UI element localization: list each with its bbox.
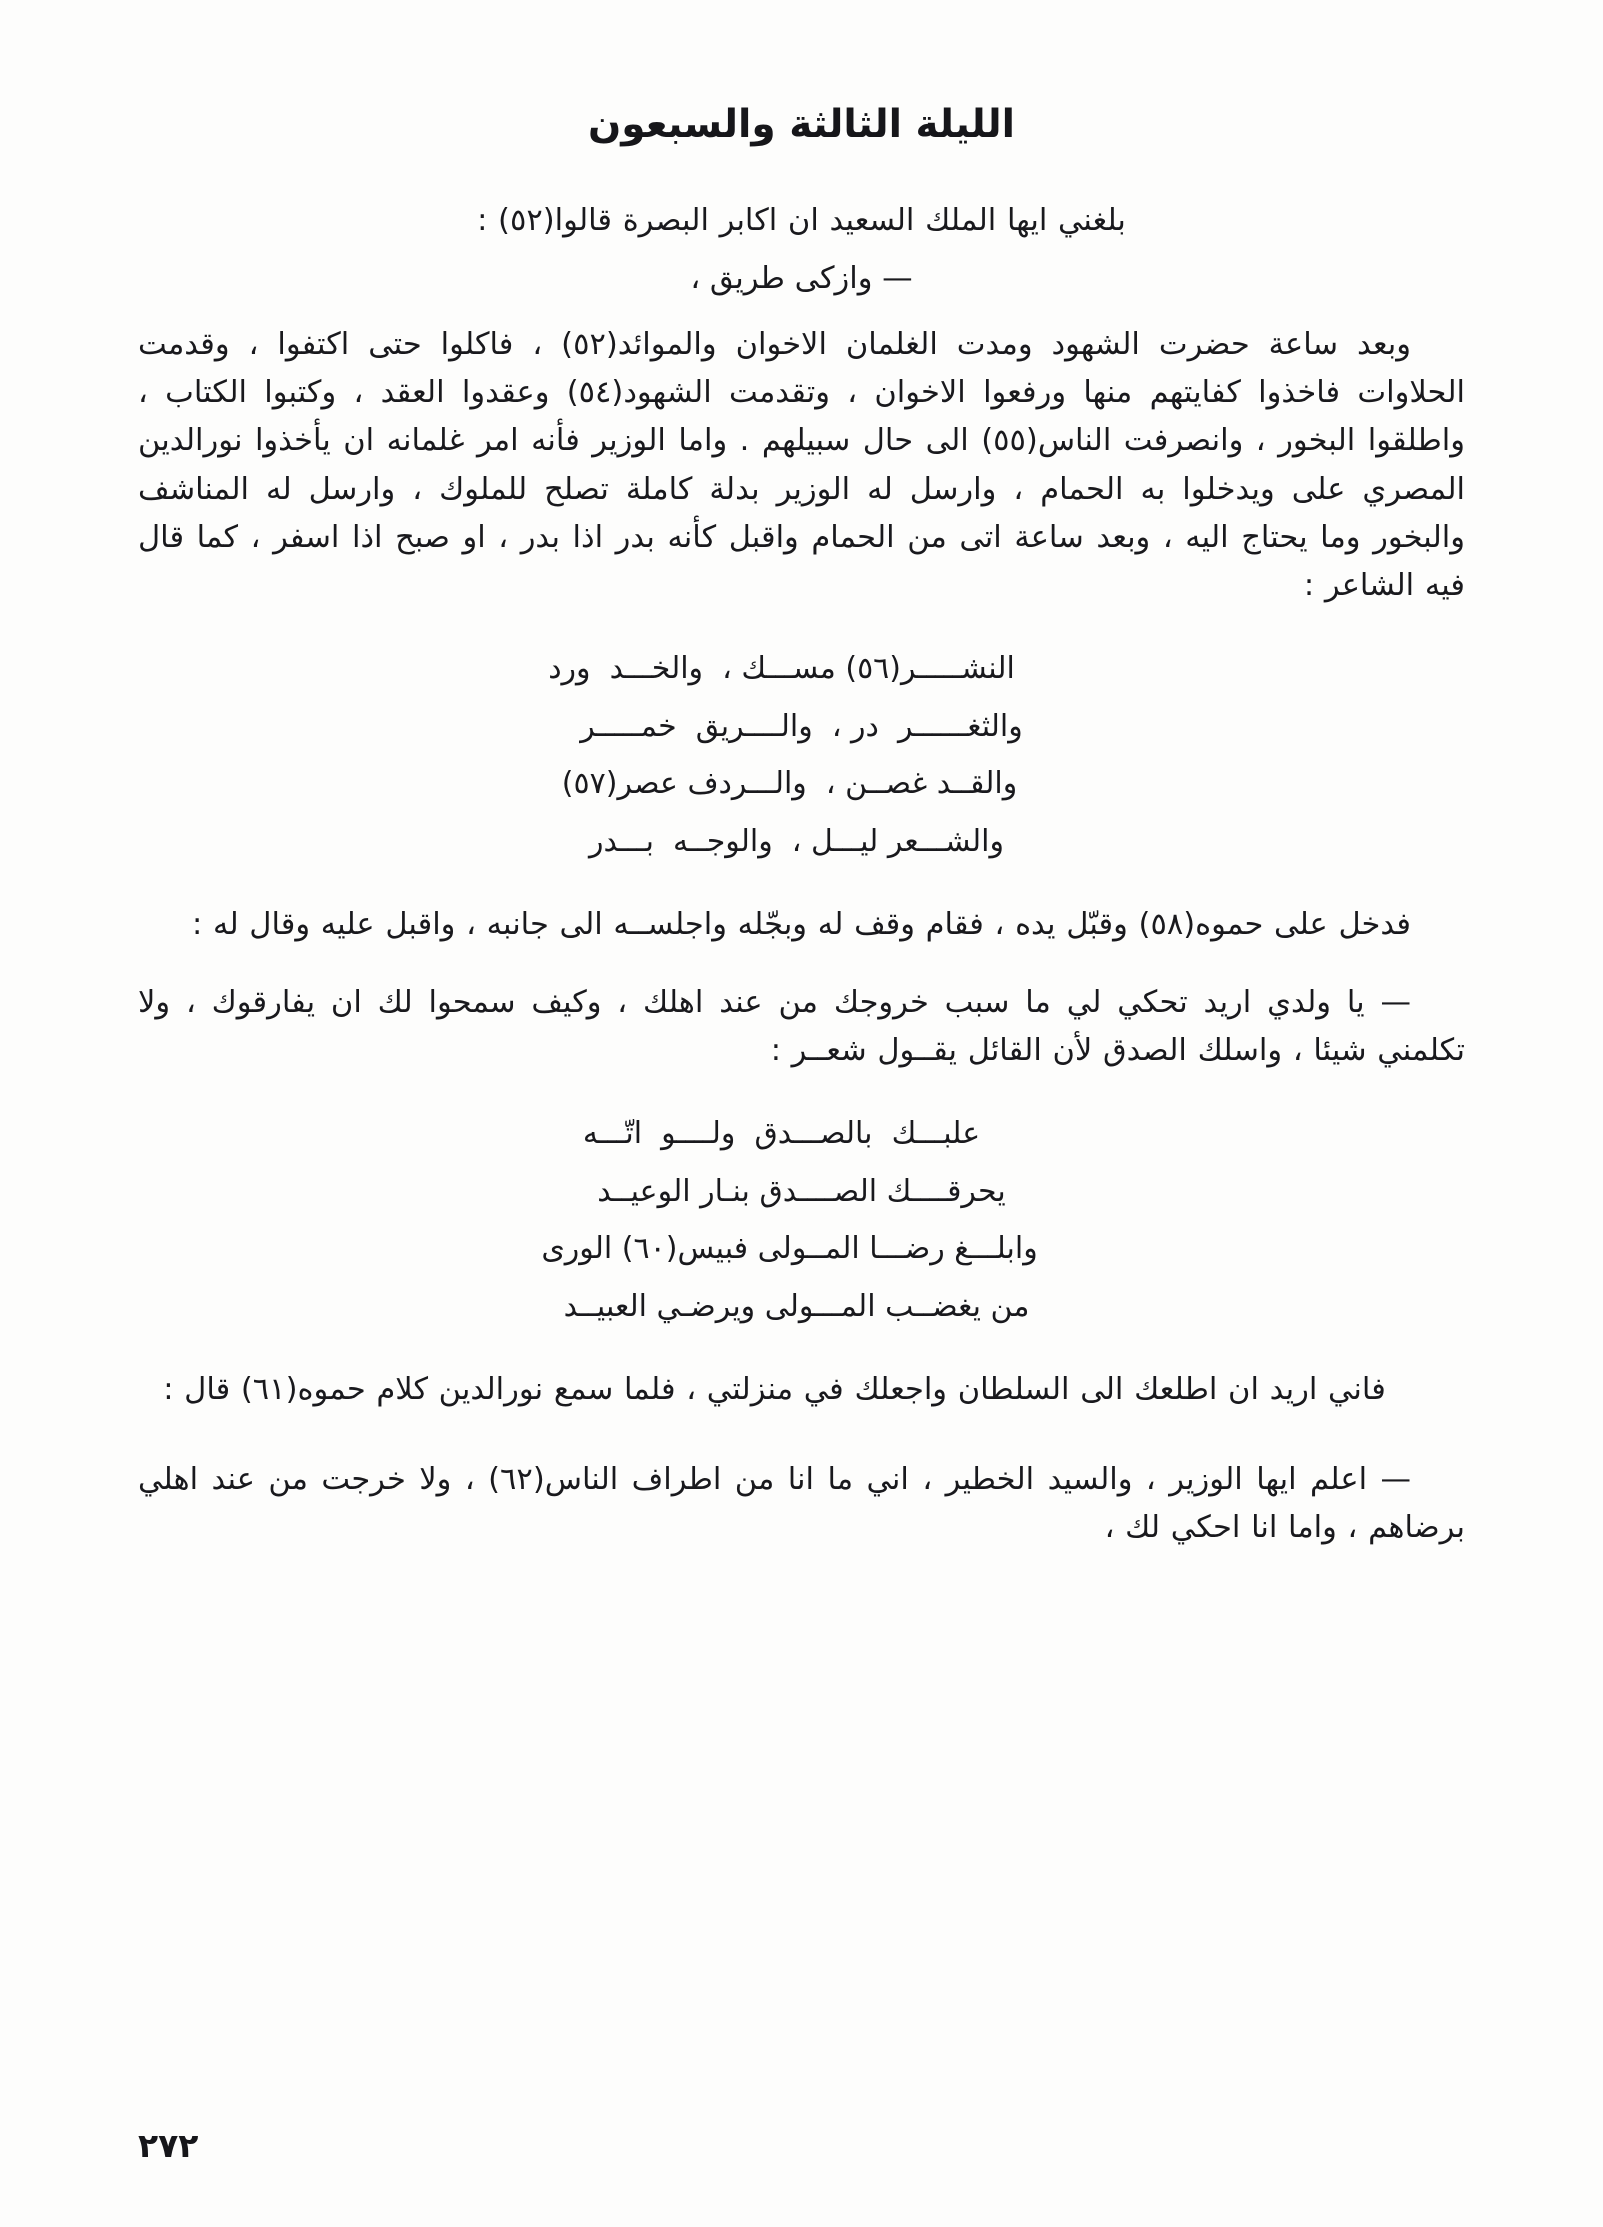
poem-two: [138, 1105, 1465, 1335]
speech-line-3: — اعلم ايها الوزير ، والسيد الخطير ، اني ما انا من اطراف الناس(٦٢) ، ولا خرجت من عند اهلي برضاهم ، واما انا احكي لك ،: [138, 1461, 1465, 1545]
page-number: ٢٧٢: [138, 2126, 199, 2165]
poem-one: [138, 640, 1465, 870]
verse-line: من يغضــب المـــولى ويرضـي العبيــد: [563, 1288, 1030, 1324]
page-title: الليلة الثالثة والسبعون: [588, 102, 1015, 147]
verse-line: والقــد غصــن ، والـــردف عصر(٥٧): [561, 766, 1018, 802]
verse-line: يحرقــــك الصــــدق بنـار الوعيــد: [597, 1173, 1006, 1209]
verse-line: وابلـــغ رضـــا المــولى فبيس(٦٠) الورى: [541, 1231, 1038, 1267]
block-spacer: [138, 965, 1465, 979]
verse-line: والشـــعر ليـــل ، والوجــه بـــدر: [589, 823, 1004, 859]
speech-line-2: — يا ولدي اريد تحكي لي ما سبب خروجك من عند اهلك ، وكيف سمحوا لك ان يفارقوك ، ولا تكلمني شيئا ، واسلك الصدق لأن القائل يقــول شعــر :: [138, 984, 1465, 1068]
verse-line: والثغــــــر در ، والــــريق خمـــــر: [580, 708, 1023, 744]
paragraph-3: فاني اريد ان اطلعك الى السلطان واجعلك في منزلتي ، فلما سمع نورالدين كلام حموه(٦١) قال :: [163, 1371, 1386, 1407]
speech-line-1: — وازكى طريق ،: [690, 260, 913, 296]
paragraph-1: وبعد ساعة حضرت الشهود ومدت الغلمان الاخوان والموائد(٥٢) ، فاكلوا حتى اكتفوا ، وقدمت الحلاوات فاخذوا كفايتهم منها ورفعوا الاخوان ، وتقدمت الشهود(٥٤) وعقدوا العقد ، وكتبوا الكتاب ، واطلقوا البخور ، وانصرفت الناس(٥٥) الى حال سبيلهم . واما الوزير فأنه امر غلمانه ان يأخذوا نورالدين المصري على ويدخلوا به الحمام ، وارسل له الوزير بدلة كاملة تصلح للملوك ، وارسل له المناشف والبخور وما يحتاج اليه ، وبعد ساعة اتى من الحمام واقبل كأنه بدر اذا بدر ، او صبح اذا اسفر ، كما قال فيه الشاعر :: [138, 327, 1465, 603]
block-spacer: [138, 1430, 1465, 1456]
paragraph-2: فدخل على حموه(٥٨) وقبّل يده ، فقام وقف له وبجّله واجلســه الى جانبه ، واقبل عليه وقال له :: [192, 906, 1411, 942]
verse-line: النشـــــر(٥٦) مســـك ، والخـــد ورد: [548, 651, 1015, 687]
verse-line: علبـــك بالصـــدق ولــــو اتّـــه: [582, 1116, 981, 1152]
opening-line: بلغني ايها الملك السعيد ان اكابر البصرة قالوا(٥٢) :: [477, 202, 1126, 238]
